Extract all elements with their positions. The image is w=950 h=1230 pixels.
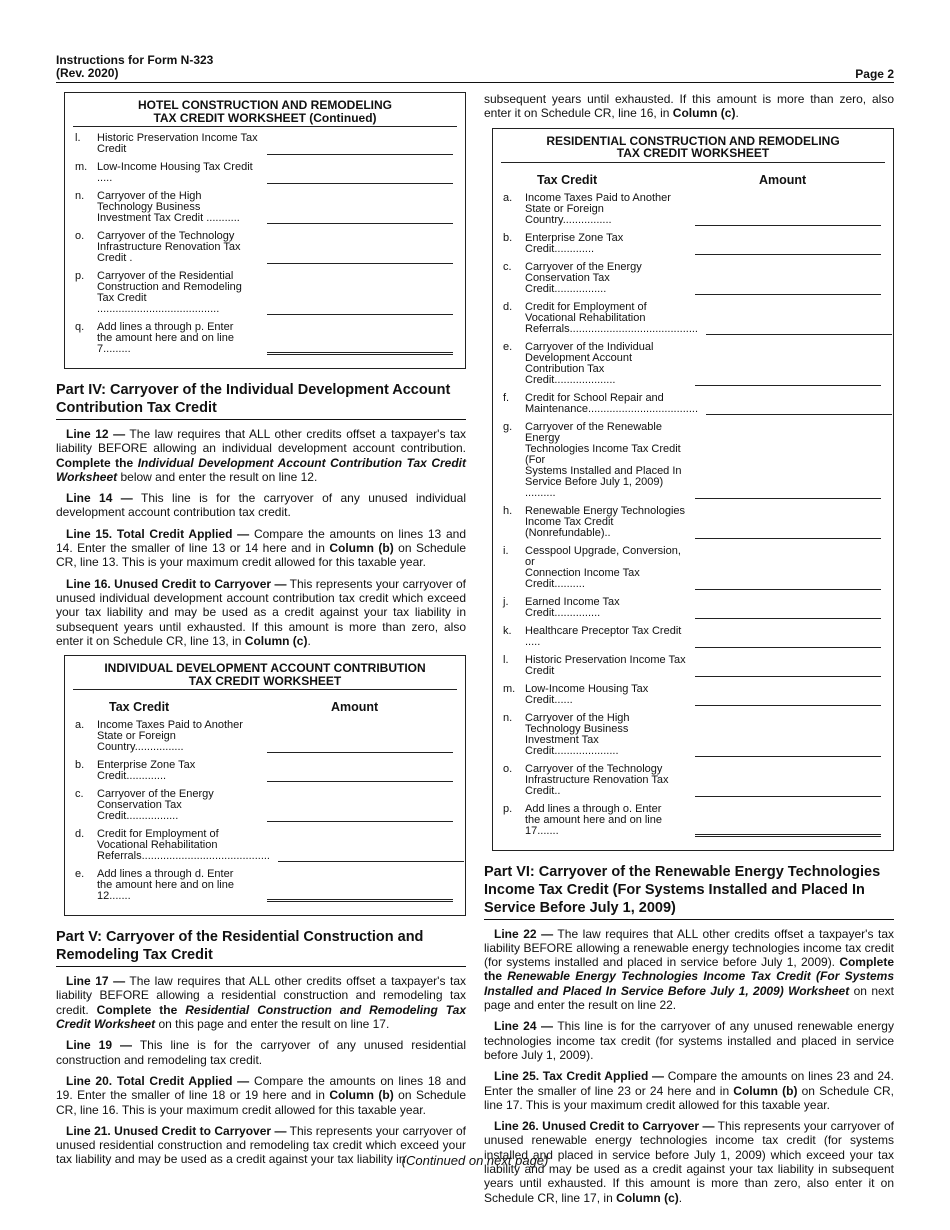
row-label: Carryover of the High Technology Business Investment Tax Credit ........... [97, 190, 240, 224]
worksheet-rows [75, 720, 453, 902]
column-reference: Column (b) [329, 1088, 394, 1103]
paragraph-line-12 [56, 427, 466, 484]
row-letter: a. [75, 719, 85, 732]
row-letter: b. [503, 231, 513, 244]
row-label: Earned Income Tax Credit............... [525, 595, 620, 619]
row-label: Carryover of the Technology Infrastructure Renovation Tax Credit . [97, 230, 241, 264]
amount-entry-line[interactable] [267, 262, 453, 264]
para-text: below and enter the result on line 12. [117, 469, 318, 484]
worksheet-title-line1: INDIVIDUAL DEVELOPMENT ACCOUNT CONTRIBUTION [104, 661, 426, 676]
amount-entry-line[interactable] [267, 313, 453, 315]
para-lead: Line 14 — [66, 491, 133, 506]
worksheet-row [75, 869, 453, 902]
row-label: Credit for School Repair and Maintenance.................................... [525, 391, 699, 415]
amount-entry-line[interactable] [267, 751, 453, 753]
form-revision: (Rev. 2020) [56, 66, 119, 80]
row-label: Carryover of the Renewable Energy Technologies Income Tax Credit (For Systems Installed and Placed In Service Before July 1, 2009) .......... [525, 420, 682, 499]
row-label: Low-Income Housing Tax Credit...... [525, 682, 649, 706]
row-label: Carryover of the Energy Conservation Tax Credit................. [525, 260, 642, 295]
worksheet-row [75, 162, 453, 184]
row-letter: c. [75, 788, 84, 801]
amount-entry-line[interactable] [695, 293, 881, 295]
row-label: Add lines a through d. Enter the amount here and on line 12....... [97, 868, 234, 903]
paragraph-line-16 [56, 577, 466, 648]
row-letter: j. [503, 595, 509, 608]
amount-entry-line[interactable] [267, 182, 453, 184]
row-letter: f. [503, 391, 510, 404]
para-lead: Line 15. Total Credit Applied — [66, 526, 250, 541]
worksheet-row [503, 764, 881, 797]
amount-entry-line[interactable] [695, 795, 881, 797]
worksheet-column-headers [75, 696, 453, 720]
worksheet-row [503, 193, 881, 226]
para-bold: Complete the [56, 455, 138, 470]
para-text: The law requires that ALL other credits offset a taxpayer's tax liability BEFORE allowing a residential construction and remodeling tax credit. [56, 974, 466, 1017]
para-bold: Complete the [484, 955, 894, 984]
para-lead: Line 26. Unused Credit to Carryover — [494, 1119, 715, 1134]
worksheet-rows [503, 193, 881, 837]
worksheet-row [75, 720, 453, 753]
row-label: Healthcare Preceptor Tax Credit ..... [525, 624, 682, 648]
row-letter: o. [503, 762, 513, 775]
amount-entry-line[interactable] [695, 646, 881, 648]
paragraph-line-22 [484, 927, 894, 1013]
amount-entry-line[interactable] [267, 351, 453, 355]
worksheet-row [503, 262, 881, 295]
part-v-heading: Part V: Carryover of the Residential Construction and Remodeling Tax Credit [56, 928, 466, 967]
worksheet-title-line1: RESIDENTIAL CONSTRUCTION AND REMODELING [546, 133, 840, 148]
amount-entry-line[interactable] [695, 497, 881, 499]
row-letter: d. [503, 300, 513, 313]
row-label: Income Taxes Paid to Another State or Foreign Country................ [525, 191, 671, 226]
amount-entry-line[interactable] [695, 253, 881, 255]
worksheet-title [501, 133, 885, 163]
para-text: on next page and enter the result on line 22. [484, 983, 894, 1013]
right-column [484, 92, 894, 1212]
form-title: Instructions for Form N-323 [56, 53, 214, 67]
row-letter: a. [503, 191, 513, 204]
amount-entry-line[interactable] [695, 755, 881, 757]
row-letter: p. [503, 802, 513, 815]
amount-entry-line[interactable] [695, 224, 881, 226]
para-lead: Line 24 — [494, 1019, 554, 1034]
para-text: . [735, 106, 739, 121]
para-text: This represents your carryover of unused residential construction and remodeling tax credit which exceed your tax liability and may be used as a credit against your tax liability in [56, 1123, 466, 1167]
worksheet-row [75, 191, 453, 224]
col-header-tax-credit: Tax Credit [109, 700, 170, 715]
row-label: Cesspool Upgrade, Conversion, or Connection Income Tax Credit.......... [525, 544, 681, 590]
worksheet-reference: Renewable Energy Technologies Income Tax Credit (For Systems Installed and Placed In Service Before July 1, 2009) Worksheet [484, 969, 894, 998]
row-letter: b. [75, 759, 85, 772]
para-text: . [678, 1190, 683, 1205]
para-text: The law requires that ALL other credits offset a taxpayer's tax liability BEFORE allowing a renewable energy technologies income tax credit (for systems installed and placed in service before July 1, 2009). [484, 926, 894, 970]
row-letter: d. [75, 828, 85, 841]
paragraph-line-17 [56, 974, 466, 1031]
paragraph-line-21-continued [484, 92, 894, 121]
row-letter: l. [503, 653, 509, 666]
row-label: Carryover of the Technology Infrastructure Renovation Tax Credit.. [525, 762, 669, 797]
paragraph-line-25 [484, 1069, 894, 1112]
row-label: Credit for Employment of Vocational Rehabilitation Referrals.......................................... [525, 300, 698, 335]
worksheet-row [503, 342, 881, 386]
worksheet-row [503, 626, 881, 648]
worksheet-title [73, 97, 457, 127]
worksheet-row [503, 506, 881, 539]
para-lead: Line 17 — [66, 974, 126, 989]
amount-entry-line[interactable] [695, 704, 881, 706]
amount-entry-line[interactable] [267, 898, 453, 902]
row-letter: c. [503, 260, 512, 273]
worksheet-title [73, 660, 457, 690]
para-text: Compare the amounts on lines 18 and 19. Enter the smaller of line 18 or 19 here and in [56, 1073, 467, 1103]
amount-entry-line[interactable] [706, 413, 892, 415]
para-text: This line is for the carryover of any unused renewable energy technologies income tax credit (for systems installed and placed in service before July 1, 2009). [484, 1019, 894, 1062]
paragraph-line-15 [56, 527, 466, 570]
amount-entry-line[interactable] [695, 833, 881, 837]
paragraph-line-19 [56, 1038, 466, 1067]
page-number: Page 2 [855, 67, 894, 81]
para-lead: Line 19 — [66, 1038, 133, 1053]
column-reference: Column (c) [672, 106, 736, 121]
worksheet-row [75, 760, 453, 782]
col-header-amount: Amount [759, 172, 807, 187]
worksheet-row [75, 271, 453, 315]
para-text: . [307, 633, 311, 648]
para-text: This line is for the carryover of any unused residential construction and remodeling tax credit. [56, 1038, 466, 1067]
column-reference: Column (b) [733, 1083, 798, 1098]
column-reference: Column (c) [244, 633, 308, 648]
para-bold: Complete the [96, 1002, 186, 1017]
part-iv-heading: Part IV: Carryover of the Individual Development Account Contribution Tax Credit [56, 381, 466, 420]
para-text: This represents your carryover of unused individual development account contribution tax credit which exceed your tax liability and may be used as a credit against your tax liability in subsequent years until exhausted. If this amount is more than zero, also enter it on Schedule CR, line 13, in [56, 576, 466, 648]
row-label: Renewable Energy Technologies Income Tax Credit (Nonrefundable).. [525, 504, 686, 539]
worksheet-row [75, 133, 453, 155]
row-letter: e. [503, 340, 513, 353]
para-lead: Line 16. Unused Credit to Carryover — [66, 576, 287, 591]
para-text: on Schedule CR, line 17. This is your maximum credit allowed for this taxable year. [484, 1083, 895, 1112]
column-reference: Column (b) [329, 541, 394, 556]
worksheet-row [503, 655, 881, 677]
row-label: Income Taxes Paid to Another State or Foreign Country................ [97, 719, 243, 754]
row-label: Carryover of the Residential Construction and Remodeling Tax Credit ........................................ [97, 270, 242, 315]
amount-entry-line[interactable] [695, 675, 881, 677]
para-lead: Line 20. Total Credit Applied — [66, 1073, 250, 1088]
worksheet-row [503, 546, 881, 590]
row-letter: e. [75, 868, 85, 881]
amount-entry-line[interactable] [695, 384, 881, 386]
row-label: Historic Preservation Income Tax Credit [97, 132, 258, 155]
worksheet-row [75, 829, 453, 862]
row-label: Carryover of the High Technology Business Investment Tax Credit..................... [525, 711, 630, 757]
para-text: subsequent years until exhausted. If this amount is more than zero, also enter it on Schedule CR, line 16, in [484, 92, 894, 121]
amount-entry-line[interactable] [278, 860, 464, 862]
worksheet-title-line1: HOTEL CONSTRUCTION AND REMODELING [138, 98, 392, 112]
para-text: Compare the amounts on lines 23 and 24. Enter the smaller of line 23 or 24 here and in [484, 1069, 894, 1098]
amount-entry-line[interactable] [695, 617, 881, 619]
worksheet-title-line2: TAX CREDIT WORKSHEET [616, 146, 770, 161]
para-text: on Schedule CR, line 16. This is your maximum credit allowed for this taxable year. [56, 1088, 466, 1117]
column-reference: Column (c) [616, 1190, 679, 1205]
amount-entry-line[interactable] [706, 333, 892, 335]
row-label: Historic Preservation Income Tax Credit [525, 653, 686, 677]
row-label: Low-Income Housing Tax Credit ..... [97, 161, 253, 184]
row-label: Add lines a through o. Enter the amount here and on line 17....... [525, 802, 662, 837]
row-letter: p. [75, 270, 85, 282]
para-text: This line is for the carryover of any unused individual development account contribution tax credit. [56, 491, 467, 520]
worksheet-rows [75, 133, 453, 355]
worksheet-row [503, 713, 881, 757]
worksheet-row [503, 422, 881, 499]
amount-entry-line[interactable] [695, 537, 881, 539]
row-letter: k. [503, 624, 512, 637]
row-label: Add lines a through p. Enter the amount here and on line 7......... [97, 321, 234, 355]
worksheet-reference: Individual Development Account Contribution Tax Credit Worksheet [56, 455, 466, 484]
row-letter: n. [503, 711, 513, 724]
paragraph-line-24 [484, 1019, 894, 1062]
para-lead: Line 22 — [494, 926, 554, 941]
paragraph-line-20 [56, 1074, 466, 1117]
row-label: Carryover of the Energy Conservation Tax Credit................. [97, 788, 214, 823]
amount-entry-line[interactable] [695, 588, 881, 590]
form-header [56, 54, 213, 80]
worksheet-row [503, 597, 881, 619]
worksheet-row [75, 789, 453, 822]
row-label: Enterprise Zone Tax Credit............. [97, 759, 196, 783]
amount-entry-line[interactable] [267, 820, 453, 822]
row-label: Credit for Employment of Vocational Rehabilitation Referrals.......................................... [97, 828, 270, 863]
header-rule [56, 82, 894, 83]
para-text: on Schedule CR, line 13. This is your maximum credit allowed for this taxable year. [56, 541, 466, 570]
para-text: on this page and enter the result on line 17. [155, 1017, 390, 1032]
row-letter: m. [75, 161, 88, 173]
worksheet-row [503, 804, 881, 837]
col-header-amount: Amount [331, 700, 379, 715]
worksheet-row [503, 233, 881, 255]
para-text: Compare the amounts on lines 13 and 14. Enter the smaller of line 13 or 14 here and in [56, 526, 467, 556]
para-lead: Line 12 — [66, 427, 126, 441]
worksheet-row [503, 684, 881, 706]
amount-entry-line[interactable] [267, 780, 453, 782]
amount-entry-line[interactable] [267, 153, 453, 155]
row-letter: m. [503, 682, 516, 695]
worksheet-row [75, 231, 453, 264]
left-column [56, 92, 466, 1174]
row-letter: g. [503, 420, 513, 433]
worksheet-row [503, 393, 881, 415]
worksheet-column-headers [503, 169, 881, 193]
para-text: This represents your carryover of unused renewable energy technologies income tax credit (for systems installed and placed in service before July 1, 2009) which exceed your tax liability and may be used as a credit against your tax liability in subsequent years until exhausted. If this amount is more than zero, also enter it on Schedule CR, line 17, in [484, 1119, 894, 1205]
worksheet-row [503, 302, 881, 335]
para-text: The law requires that ALL other credits offset a taxpayer's tax liability BEFORE allowing an individual development account contribution. [56, 427, 466, 456]
worksheet-title-line2: TAX CREDIT WORKSHEET [188, 673, 342, 688]
para-lead: Line 25. Tax Credit Applied — [494, 1069, 665, 1084]
row-letter: o. [75, 230, 85, 242]
hotel-worksheet [64, 92, 466, 369]
row-letter: l. [75, 132, 81, 144]
ida-worksheet [64, 655, 466, 916]
row-letter: i. [503, 544, 509, 557]
row-letter: q. [75, 321, 85, 333]
row-letter: h. [503, 504, 513, 517]
worksheet-row [75, 322, 453, 355]
row-label: Enterprise Zone Tax Credit............. [525, 231, 624, 255]
continued-footer: (Continued on next page) [401, 1153, 549, 1168]
row-label: Carryover of the Individual Development Account Contribution Tax Credit.................... [525, 340, 654, 386]
col-header-tax-credit: Tax Credit [537, 172, 598, 187]
row-letter: n. [75, 190, 85, 202]
part-vi-heading: Part VI: Carryover of the Renewable Energy Technologies Income Tax Credit (For Systems Installed and Placed In Service Before July 1, 2009) [484, 863, 894, 920]
residential-worksheet [492, 128, 894, 851]
paragraph-line-14 [56, 491, 466, 520]
worksheet-title-line2: TAX CREDIT WORKSHEET (Continued) [153, 110, 377, 125]
para-lead: Line 21. Unused Credit to Carryover — [66, 1123, 287, 1138]
amount-entry-line[interactable] [267, 222, 453, 224]
worksheet-reference: Residential Construction and Remodeling Tax Credit Worksheet [56, 1002, 466, 1032]
